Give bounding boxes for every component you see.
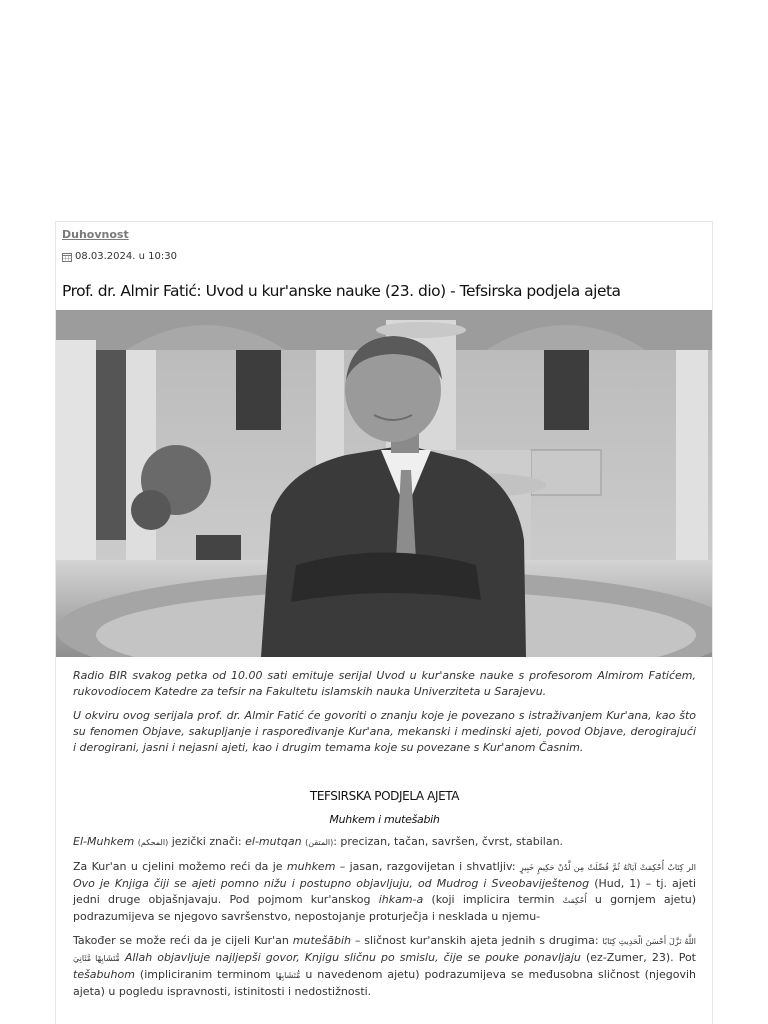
- translation: Allah objavljuje najljepši govor, Knjigu sličnu po smislu, čije se pouke ponavljaju: [119, 951, 581, 964]
- arabic-text: (المحكم): [137, 838, 169, 847]
- text: (ez-Zumer, 23). Pot: [580, 951, 696, 964]
- arabic-verse: الر كِتَابٌ أُحْكِمَتْ آيَاتُهُ ثُمَّ فُصِّلَتْ مِن لَّدُنْ حَكِيمٍ خَبِيرٍ: [519, 863, 696, 872]
- term: El-Muhkem: [73, 835, 135, 848]
- text: – sličnost kur'anskih ajeta jednih s drugima:: [351, 934, 603, 947]
- text: Za Kur'an u cjelini možemo reći da je: [73, 860, 287, 873]
- arabic-text: (المتقن): [305, 838, 334, 847]
- term: el-mutqan: [245, 835, 302, 848]
- section-heading: TEFSIRSKA PODJELA AJETA: [309, 789, 460, 803]
- kuran-mutesabih-paragraph: [73, 933, 696, 1000]
- text: u gornjem ajetu) podrazumijeva se njegovo savršenstvo, nepostojanje proturječja i nesklada u njemu-: [73, 893, 697, 923]
- text: – jasan, razgovijetan i shvatljiv:: [335, 860, 520, 873]
- text: Također se može reći da je cijeli Kur'an: [73, 934, 293, 947]
- hero-photo: [56, 310, 713, 657]
- term: ihkam-a: [378, 893, 424, 906]
- text: jezički znači:: [168, 835, 246, 848]
- arabic-text: أُحْكِمَتْ: [562, 896, 587, 905]
- term: muhkem: [286, 860, 336, 873]
- section-subheading: Muhkem i mutešabih: [329, 813, 440, 826]
- text: (Hud, 1) – tj. ajeti jedni druge objašnjavaju. Pod pojmom kur'anskog: [73, 877, 696, 906]
- text: (koji implicira termin: [423, 893, 563, 906]
- article-card: [55, 221, 713, 1024]
- publish-date: [62, 251, 177, 262]
- muhkem-paragraph: [73, 834, 696, 851]
- text: (impliciranim terminom: [134, 968, 276, 981]
- intro-paragraph-2: U okviru ovog serijala prof. dr. Almir Fatić će govoriti o znanju koje je povezano s istraživanjem Kur'ana, kao što su fenomen Objave, sakupljanje i raspoređivanje Kur'ana, mekanski i medinski ajeti, povod Objave, derogirajući i derogirani, jasni i nejasni ajeti, kao i drugim temama koje su povezane s Kur'anom Časnim.: [73, 709, 696, 754]
- article-title: Prof. dr. Almir Fatić: Uvod u kur'anske nauke (23. dio) - Tefsirska podjela ajeta: [62, 282, 621, 300]
- kuran-muhkem-paragraph: [73, 859, 696, 925]
- calendar-icon: [62, 252, 72, 262]
- term: mutešābih: [292, 934, 352, 947]
- term: tešabuhom: [73, 968, 135, 981]
- arabic-text: مُّتَشَابِهًا: [275, 971, 301, 980]
- article-body: [73, 668, 696, 1008]
- date-text: 08.03.2024. u 10:30: [75, 251, 177, 262]
- intro-paragraph-1: Radio BIR svakog petka od 10.00 sati emituje serijal Uvod u kur'anske nauke s profesorom Almirom Fatićem, rukovodiocem Katedre za tefsir na Fakultetu islamskih nauka Univerziteta u Sarajevu.: [73, 669, 696, 698]
- text: : precizan, tačan, savršen, čvrst, stabilan.: [333, 835, 564, 848]
- category-link[interactable]: Duhovnost: [62, 228, 129, 241]
- text: u navedenom ajetu) podrazumijeva se međusobna sličnost (njegovih ajeta) u pogledu ispravnosti, istinitosti i nedostižnosti.: [73, 968, 696, 998]
- translation: Ovo je Knjiga čiji se ajeti pomno nižu i postupno objavljuju, od Mudrog i Sveobaviještenog: [73, 877, 590, 890]
- arabic-verse: اللَّهُ نَزَّلَ أَحْسَنَ الْحَدِيثِ كِتَابًا مُّتَشَابِهًا مَّثَانِيَ: [73, 937, 696, 963]
